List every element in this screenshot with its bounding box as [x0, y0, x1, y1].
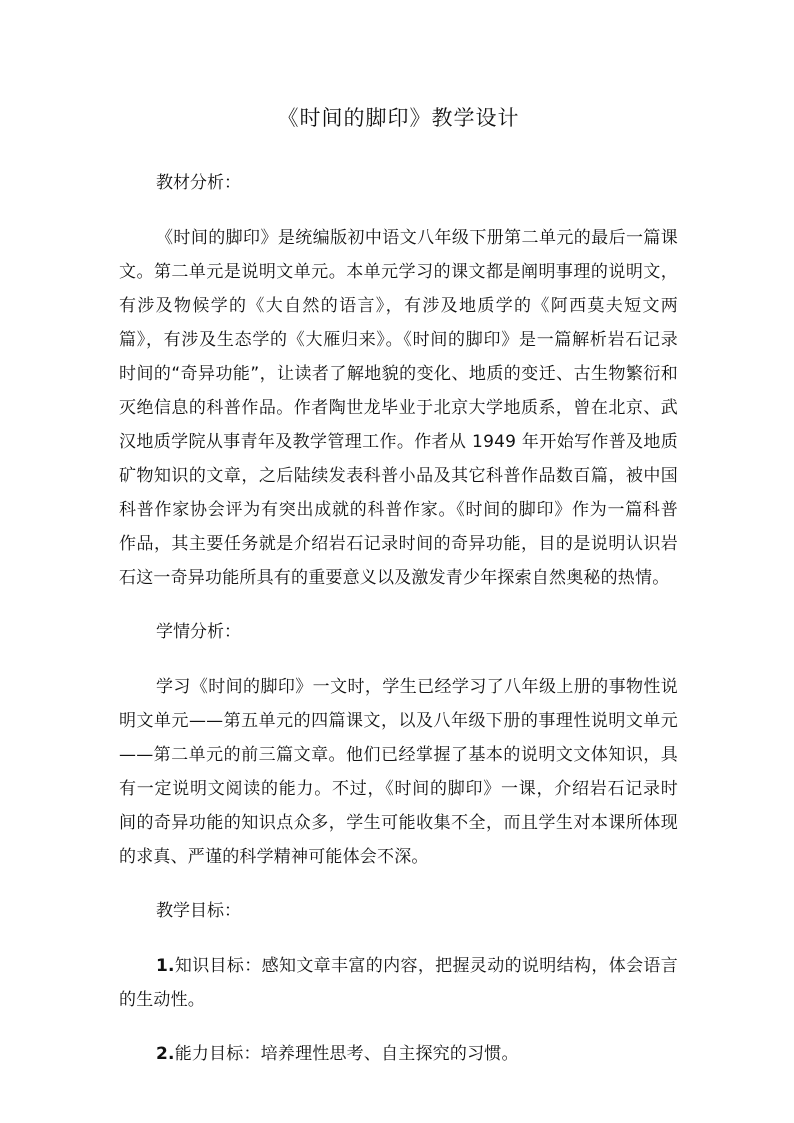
goal-text: 知识目标：感知文章丰富的内容，把握灵动的说明结构，体会语言的生动性。 — [119, 956, 678, 1010]
section-paragraph: 学习《时间的脚印》一文时，学生已经学习了八年级上册的事物性说明文单元——第五单元的四篇课文，以及八年级下册的事理性说明文单元——第二单元的前三篇文章。他们已经掌握了基本的说明文文体知识，具有一定说明文阅读的能力。不过，《时间的脚印》一课，介绍岩石记录时间的奇异功能的知识点众多，学生可能收集不全，而且学生对本课所体现的求真、严谨的科学精神可能体会不深。 — [119, 677, 678, 867]
section-teaching-goals — [119, 894, 678, 1071]
goal-item — [119, 949, 678, 1017]
goal-item — [119, 1037, 678, 1071]
document-title: 《时间的脚印》教学设计 — [277, 106, 520, 130]
section-heading: 教学目标： — [156, 901, 241, 921]
goal-number: 2. — [156, 1044, 175, 1064]
section-heading: 学情分析： — [156, 622, 241, 642]
section-heading: 教材分析： — [156, 173, 241, 193]
goal-text: 能力目标：培养理性思考、自主探究的习惯。 — [174, 1044, 519, 1064]
goal-number: 1. — [156, 956, 175, 976]
section-student-analysis — [119, 615, 678, 874]
section-textbook-analysis — [119, 166, 678, 595]
section-paragraph: 《时间的脚印》是统编版初中语文八年级下册第二单元的最后一篇课文。第二单元是说明文单元。本单元学习的课文都是阐明事理的说明文，有涉及物候学的《大自然的语言》，有涉及地质学的《阿西莫夫短文两篇》，有涉及生态学的《大雁归来》。《时间的脚印》是一篇解析岩石记录时间的“奇异功能”，让读者了解地貌的变化、地质的变迁、古生物繁衍和灭绝信息的科普作品。作者陶世龙毕业于北京大学地质系，曾在北京、武汉地质学院从事青年及教学管理工作。作者从 1949 年开始写作普及地质矿物知识的文章，之后陆续发表科普小品及其它科普作品数百篇，被中国科普作家协会评为有突出成就的科普作家。《时间的脚印》作为一篇科普作品，其主要任务就是介绍岩石记录时间的奇异功能，目的是说明认识岩石这一奇异功能所具有的重要意义以及激发青少年探索自然奥秘的热情。 — [119, 228, 678, 588]
